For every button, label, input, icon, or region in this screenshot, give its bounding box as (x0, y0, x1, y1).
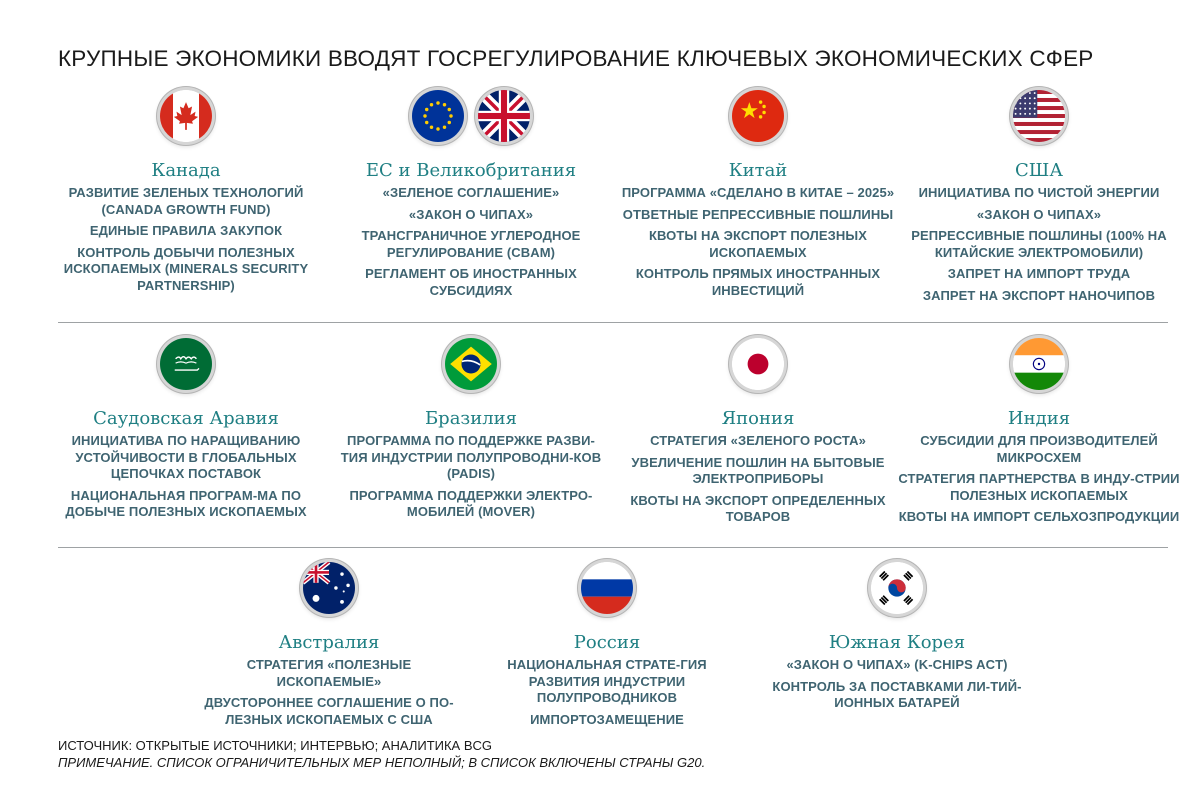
flag-group (471, 560, 743, 616)
country-card (50, 88, 322, 299)
south-korea-flag-icon (871, 562, 923, 614)
flag-group (752, 560, 1042, 616)
country-card (612, 336, 904, 531)
measure-item: «ЗАКОН О ЧИПАХ» (976, 206, 1102, 222)
measure-item: ЕДИНЫЕ ПРАВИЛА ЗАКУПОК (89, 223, 283, 238)
japan-flag-icon (732, 338, 784, 390)
country-card (335, 88, 607, 304)
china-flag-icon (732, 90, 784, 142)
measure-item: РЕПРЕССИВНЫЕ ПОШЛИНЫ (100% НА КИТАЙСКИЕ ЭЛЕКТРОМОБИЛИ) (911, 228, 1167, 260)
measure-item: ПРОГРАММА ПО ПОДДЕРЖКЕ РАЗВИ-ТИЯ ИНДУСТРИИ ПОЛУПРОВОДНИ-КОВ (PADIS) (340, 433, 602, 481)
footer (58, 737, 705, 771)
russia-flag-icon (581, 562, 633, 614)
country-name: ЕС и Великобритания (365, 160, 577, 181)
measure-item: «ЗАКОН О ЧИПАХ» (408, 206, 534, 222)
country-card (612, 88, 904, 304)
country-card (193, 560, 465, 733)
measure-item: ЗАПРЕТ НА ЭКСПОРТ НАНОЧИПОВ (922, 287, 1156, 303)
measure-list (897, 433, 1181, 526)
measure-item: ИНИЦИАТИВА ПО ЧИСТОЙ ЭНЕРГИИ (918, 185, 1160, 200)
measure-item: КВОТЫ НА ЭКСПОРТ ПОЛЕЗНЫХ ИСКОПАЕМЫХ (648, 228, 868, 260)
measure-list (50, 433, 322, 521)
flag-group (612, 88, 904, 144)
country-card (471, 560, 743, 733)
country-card (897, 88, 1181, 309)
australia-flag-icon (303, 562, 355, 614)
flag-group (50, 336, 322, 392)
measure-item: КВОТЫ НА ИМПОРТ СЕЛЬХОЗПРОДУКЦИИ (898, 509, 1180, 524)
country-name: Австралия (278, 632, 380, 653)
note-line: ПРИМЕЧАНИЕ. СПИСОК ОГРАНИЧИТЕЛЬНЫХ МЕР НЕПОЛНЫЙ; В СПИСОК ВКЛЮЧЕНЫ СТРАНЫ G20. (58, 755, 706, 770)
country-card (335, 336, 607, 526)
measure-list (612, 185, 904, 299)
measure-item: ДВУСТОРОННЕЕ СОГЛАШЕНИЕ О ПО-ЛЕЗНЫХ ИСКОПАЕМЫХ С США (204, 695, 454, 727)
country-name: Индия (1007, 408, 1071, 429)
measure-item: «ЗАКОН О ЧИПАХ» (K-CHIPS ACT) (786, 657, 1008, 672)
country-card (50, 336, 322, 526)
measure-item: РАЗВИТИЕ ЗЕЛЕНЫХ ТЕХНОЛОГИЙ (CANADA GROWTH FUND) (68, 185, 304, 217)
flag-group (335, 88, 607, 144)
uk-flag-icon (478, 90, 530, 142)
page-title: КРУПНЫЕ ЭКОНОМИКИ ВВОДЯТ ГОСРЕГУЛИРОВАНИЕ КЛЮЧЕВЫХ ЭКОНОМИЧЕСКИХ СФЕР (58, 46, 1094, 71)
country-card (897, 336, 1181, 531)
country-name: Россия (573, 632, 641, 653)
brazil-flag-icon (445, 338, 497, 390)
measure-list (752, 657, 1042, 712)
flag-group (612, 336, 904, 392)
measure-list (50, 185, 322, 294)
measure-item: РЕГЛАМЕНТ ОБ ИНОСТРАННЫХ СУБСИДИЯХ (365, 266, 577, 298)
measure-item: ПРОГРАММА «СДЕЛАНО В КИТАЕ – 2025» (621, 185, 895, 200)
measure-item: КОНТРОЛЬ ЗА ПОСТАВКАМИ ЛИ-ТИЙ-ИОННЫХ БАТАРЕЙ (772, 678, 1022, 710)
flag-group (335, 336, 607, 392)
measure-item: СТРАТЕГИЯ «ПОЛЕЗНЫЕ ИСКОПАЕМЫЕ» (246, 657, 412, 689)
measure-list (897, 185, 1181, 304)
eu-flag-icon (412, 90, 464, 142)
country-name: Япония (721, 408, 795, 429)
saudi-arabia-flag-icon (160, 338, 212, 390)
measure-list (612, 433, 904, 526)
measure-item: КОНТРОЛЬ ДОБЫЧИ ПОЛЕЗНЫХ ИСКОПАЕМЫХ (MINERALS SECURITY PARTNERSHIP) (63, 244, 309, 293)
flag-group (193, 560, 465, 616)
country-name: Канада (151, 160, 221, 181)
row-divider (58, 322, 1168, 323)
measure-item: «ЗЕЛЕНОЕ СОГЛАШЕНИЕ» (382, 185, 560, 200)
country-name: Саудовская Аравия (93, 408, 279, 429)
measure-item: ТРАНСГРАНИЧНОЕ УГЛЕРОДНОЕ РЕГУЛИРОВАНИЕ (CBAM) (361, 228, 581, 260)
measure-item: ИМПОРТОЗАМЕЩЕНИЕ (530, 711, 684, 727)
country-name: Китай (728, 160, 788, 181)
country-name: США (1015, 160, 1063, 181)
measure-item: ПРОГРАММА ПОДДЕРЖКИ ЭЛЕКТРО-МОБИЛЕЙ (MOVER) (349, 487, 593, 519)
measure-item: СТРАТЕГИЯ ПАРТНЕРСТВА В ИНДУ-СТРИИ ПОЛЕЗНЫХ ИСКОПАЕМЫХ (898, 471, 1180, 503)
measure-item: СУБСИДИИ ДЛЯ ПРОИЗВОДИТЕЛЕЙ МИКРОСХЕМ (920, 433, 1158, 465)
usa-flag-icon (1013, 90, 1065, 142)
measure-item: ЗАПРЕТ НА ИМПОРТ ТРУДА (947, 266, 1131, 281)
row-divider (58, 547, 1168, 548)
measure-item: СТРАТЕГИЯ «ЗЕЛЕНОГО РОСТА» (650, 433, 866, 448)
measure-item: КВОТЫ НА ЭКСПОРТ ОПРЕДЕЛЕННЫХ ТОВАРОВ (630, 492, 886, 524)
country-name: Южная Корея (828, 632, 966, 653)
measure-list (193, 657, 465, 728)
measure-item: НАЦИОНАЛЬНАЯ ПРОГРАМ-МА ПО ДОБЫЧЕ ПОЛЕЗНЫХ ИСКОПАЕМЫХ (65, 487, 307, 519)
flag-group (50, 88, 322, 144)
canada-flag-icon (160, 90, 212, 142)
india-flag-icon (1013, 338, 1065, 390)
measure-list (471, 657, 743, 728)
flag-group (897, 336, 1181, 392)
measure-item: УВЕЛИЧЕНИЕ ПОШЛИН НА БЫТОВЫЕ ЭЛЕКТРОПРИБОРЫ (631, 454, 885, 486)
measure-item: ИНИЦИАТИВА ПО НАРАЩИВАНИЮ УСТОЙЧИВОСТИ В ГЛОБАЛЬНЫХ ЦЕПОЧКАХ ПОСТАВОК (71, 433, 301, 481)
measure-item: КОНТРОЛЬ ПРЯМЫХ ИНОСТРАННЫХ ИНВЕСТИЦИЙ (635, 266, 881, 298)
measure-item: НАЦИОНАЛЬНАЯ СТРАТЕ-ГИЯ РАЗВИТИЯ ИНДУСТРИИ ПОЛУПРОВОДНИКОВ (507, 657, 707, 705)
measure-item: ОТВЕТНЫЕ РЕПРЕССИВНЫЕ ПОШЛИНЫ (622, 206, 894, 222)
country-card (752, 560, 1042, 717)
country-name: Бразилия (424, 408, 518, 429)
measure-list (335, 185, 607, 299)
measure-list (335, 433, 607, 521)
flag-group (897, 88, 1181, 144)
source-line: ИСТОЧНИК: ОТКРЫТЫЕ ИСТОЧНИКИ; ИНТЕРВЬЮ; АНАЛИТИКА BCG (58, 738, 493, 753)
